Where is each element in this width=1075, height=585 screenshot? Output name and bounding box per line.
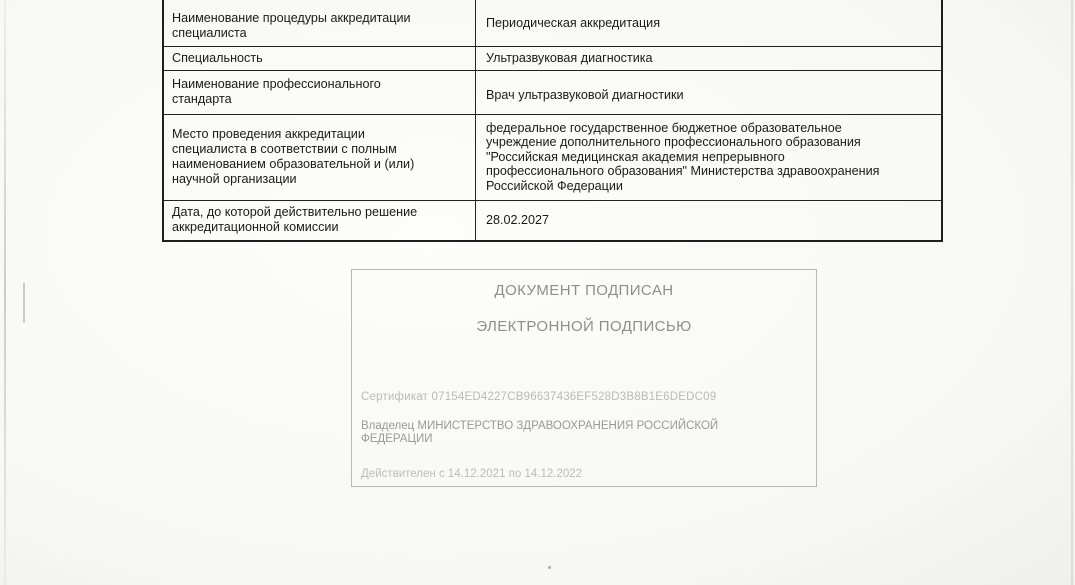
row-value-standard: Врач ультразвуковой диагностики bbox=[476, 70, 943, 114]
scan-speck bbox=[548, 566, 551, 569]
scan-right-edge bbox=[1071, 0, 1073, 585]
row-value-location: федеральное государственное бюджетное образовательное учреждение дополнительного профессионального образования "Российская медицинская академия непрерывного профессионального образования" Министерства здравоохранения Российской Федерации bbox=[476, 114, 943, 200]
stamp-title: ДОКУМЕНТ ПОДПИСАН bbox=[494, 282, 674, 299]
row-value-procedure: Периодическая аккредитация bbox=[476, 0, 943, 46]
row-label-location: Место проведения аккредитации специалиста в соответствии с полным наименованием образовательной и (или) научной организации bbox=[163, 114, 476, 200]
row-value-specialty: Ультразвуковая диагностика bbox=[476, 46, 943, 70]
table-row bbox=[163, 114, 942, 200]
stamp-owner: Владелец МИНИСТЕРСТВО ЗДРАВООХРАНЕНИЯ РОССИЙСКОЙ ФЕДЕРАЦИИ bbox=[361, 420, 719, 445]
electronic-signature-stamp bbox=[351, 269, 817, 487]
row-label-decision-date: Дата, до которой действительно решение аккредитационной комиссии bbox=[163, 200, 476, 241]
row-label-procedure: Наименование процедуры аккредитации специалиста bbox=[163, 0, 476, 46]
row-label-standard: Наименование профессионального стандарта bbox=[163, 70, 476, 114]
table-row bbox=[163, 70, 942, 114]
table-row bbox=[163, 46, 942, 70]
stamp-certificate: Сертификат 07154ED4227CB96637436EF528D3B8B1E6DEDC09 bbox=[361, 391, 717, 403]
row-label-specialty: Специальность bbox=[163, 46, 476, 70]
stamp-validity: Действителен с 14.12.2021 по 14.12.2022 bbox=[361, 468, 583, 480]
accreditation-table bbox=[162, 0, 943, 242]
scan-mark bbox=[23, 283, 25, 323]
scan-left-edge bbox=[4, 0, 6, 585]
row-value-decision-date: 28.02.2027 bbox=[476, 200, 943, 241]
table-row bbox=[163, 200, 942, 241]
table-row bbox=[163, 0, 942, 46]
stamp-subtitle: ЭЛЕКТРОННОЙ ПОДПИСЬЮ bbox=[476, 318, 692, 335]
